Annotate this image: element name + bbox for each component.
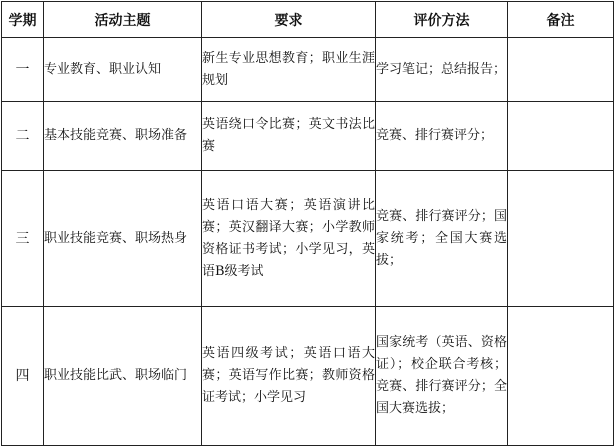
requirement-cell: 新生专业思想教育；职业生涯规划 [202, 38, 376, 102]
theme-cell: 基本技能竞赛、职场准备 [44, 102, 202, 171]
note-cell [508, 38, 614, 102]
theme-cell: 职业技能竞赛、职场热身 [44, 171, 202, 307]
requirement-cell: 英语口语大赛；英语演讲比赛；英汉翻译大赛；小学教师资格证书考试；小学见习，英语B级考试 [202, 171, 376, 307]
header-term: 学期 [2, 2, 44, 38]
theme-cell: 专业教育、职业认知 [44, 38, 202, 102]
activity-plan-table [1, 1, 614, 446]
table-row [2, 102, 614, 171]
table-row [2, 171, 614, 307]
table-row [2, 307, 614, 446]
evaluation-cell: 竞赛、排行赛评分；国家统考；全国大赛选拔； [376, 171, 508, 307]
evaluation-cell: 学习笔记；总结报告； [376, 38, 508, 102]
term-cell: 二 [2, 102, 44, 171]
header-theme: 活动主题 [44, 2, 202, 38]
note-cell [508, 102, 614, 171]
theme-cell: 职业技能比武、职场临门 [44, 307, 202, 446]
term-cell: 一 [2, 38, 44, 102]
note-cell [508, 307, 614, 446]
table-row [2, 38, 614, 102]
header-requirement: 要求 [202, 2, 376, 38]
evaluation-cell: 国家统考（英语、资格证）；校企联合考核；竞赛、排行赛评分；全国大赛选拔； [376, 307, 508, 446]
header-row [2, 2, 614, 38]
evaluation-cell: 竞赛、排行赛评分； [376, 102, 508, 171]
requirement-cell: 英语绕口令比赛；英文书法比赛 [202, 102, 376, 171]
term-cell: 三 [2, 171, 44, 307]
header-evaluation: 评价方法 [376, 2, 508, 38]
term-cell: 四 [2, 307, 44, 446]
header-note: 备注 [508, 2, 614, 38]
requirement-cell: 英语四级考试；英语口语大赛；英语写作比赛；教师资格证考试；小学见习 [202, 307, 376, 446]
note-cell [508, 171, 614, 307]
